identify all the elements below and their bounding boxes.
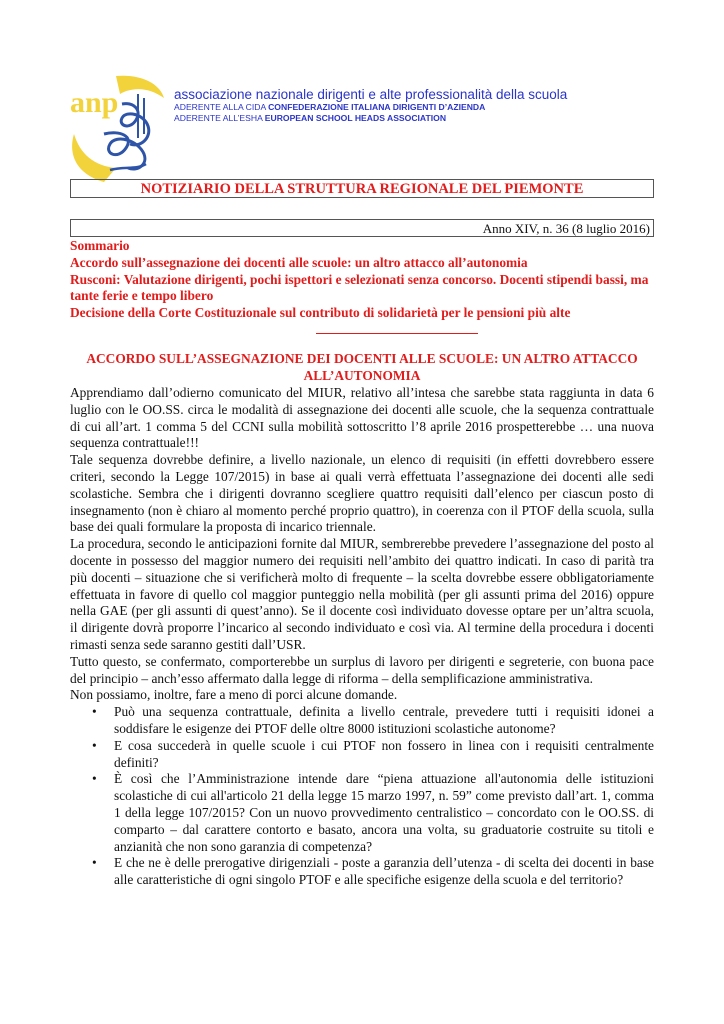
article-paragraph: Tale sequenza dovrebbe definire, a livello nazionale, un elenco di requisiti (in effetti dovrebbero essere criteri, secondo la Legge 107/2015) in base ai quali verrà effettuata l’assegnazione dei docenti alle sedi scolastiche. Sembra che i dirigenti dovranno scegliere quattro requisiti dall’elenco per ciascun posto di insegnamento (non è chiaro al momento perché proprio quattro), in coerenza con il PTOF della scuola, sulla base dei quali formulare la proposta di incarico triennale. bbox=[70, 452, 654, 535]
bullet-icon: • bbox=[92, 704, 97, 720]
article-body bbox=[70, 385, 654, 889]
article-title: ACCORDO SULL’ASSEGNAZIONE DEI DOCENTI ALLE SCUOLE: UN ALTRO ATTACCO ALL’AUTONOMIA bbox=[86, 351, 638, 383]
bullet-icon: • bbox=[92, 737, 97, 753]
article-paragraph: Tutto questo, se confermato, comporterebbe un surplus di lavoro per dirigenti e segreterie, con buona pace del principio – anch’esso affermato dalla legge di riforma – della semplificazione amministrativa. bbox=[70, 653, 654, 686]
bullet-icon: • bbox=[92, 855, 97, 871]
anp-logo bbox=[64, 74, 170, 184]
affiliation-esha: ADERENTE ALL’ESHA EUROPEAN SCHOOL HEADS ASSOCIATION bbox=[174, 113, 447, 123]
article-paragraph: La procedura, secondo le anticipazioni fornite dal MIUR, sembrerebbe prevedere l’assegnazione del posto al docente in possesso del maggior numero dei requisiti nell’ambito dei quattro indicati. In caso di parità tra più docenti – situazione che si verificherà molto di frequente – la scelta dovrebbe essere obbligatoriamente effettuata in favore di quello col maggior punteggio nella mobilità (per gli assunti prima del 2016) oppure nella GAE (per gli assunti di quest’anno). Se il docente così individuato dovesse optare per un’altra scuola, il dirigente dovrà proporre l’incarico al secondo individuato e così via. Al termine della procedura i docenti rimasti senza sede saranno gestiti dall’USR. bbox=[70, 536, 654, 652]
list-item: • È così che l’Amministrazione intende dare “piena attuazione all'autonomia delle istituzioni scolastiche di cui all'articolo 21 della legge 15 marzo 1997, n. 59” come previsto dall’art. 1, comma 1 della legge 107/2015? Con un nuovo provvedimento centralistico – concordato con le OO.SS. di comparto – dal carattere contorto e basato, ancora una volta, su graduatorie costruite su titoli e anzianità che non sono garanzia di competenza? bbox=[92, 771, 654, 854]
summary-item: Decisione della Corte Costituzionale sul contributo di solidarietà per le pensioni più alte bbox=[70, 305, 571, 321]
questions-list bbox=[70, 704, 654, 889]
list-item: • Può una sequenza contrattuale, definita a livello centrale, prevedere tutti i requisiti idonei a soddisfare le esigenze dei PTOF delle oltre 8000 istituzioni scolastiche autonome? bbox=[92, 704, 654, 736]
article-paragraph: Apprendiamo dall’odierno comunicato del MIUR, relativo all’intesa che sarebbe stata raggiunta in data 6 luglio con le OO.SS. circa le modalità di assegnazione dei docenti alle scuole, che la sequenza contrattuale di cui all’art. 1 comma 5 del CCNI sulla mobilità sottoscritto l’8 aprile 2016 prospetterebbe … una nuova sequenza contrattuale!!! bbox=[70, 385, 654, 451]
article-paragraph: Non possiamo, inoltre, fare a meno di porci alcune domande. bbox=[70, 687, 398, 703]
separator-line bbox=[316, 333, 478, 334]
issue-info: Anno XIV, n. 36 (8 luglio 2016) bbox=[70, 219, 654, 237]
list-item: • E che ne è delle prerogative dirigenziali - poste a garanzia dell’utenza - di scelta dei docenti in base alle caratteristiche di ogni singolo PTOF e alle specifiche esigenze della scuola e del territorio? bbox=[92, 855, 654, 888]
association-name: associazione nazionale dirigenti e alte professionalità della scuola bbox=[174, 87, 568, 102]
affiliation-cida: ADERENTE ALLA CIDA CONFEDERAZIONE ITALIANA DIRIGENTI D’AZIENDA bbox=[174, 102, 486, 112]
summary-item: Rusconi: Valutazione dirigenti, pochi ispettori e selezionati senza concorso. Docenti stipendi bassi, ma tante ferie e tempo libero bbox=[70, 271, 649, 304]
association-header bbox=[174, 87, 714, 124]
summary-item: Accordo sull’assegnazione dei docenti alle scuole: un altro attacco all’autonomia bbox=[70, 254, 528, 270]
list-item: • E cosa succederà in quelle scuole i cui PTOF non fossero in linea con i requisiti centralmente definiti? bbox=[92, 737, 654, 770]
newsletter-title: NOTIZIARIO DELLA STRUTTURA REGIONALE DEL PIEMONTE bbox=[70, 179, 654, 198]
summary-heading: Sommario bbox=[70, 238, 130, 253]
summary-section bbox=[70, 238, 654, 322]
svg-text:anp: anp bbox=[70, 86, 119, 119]
bullet-icon: • bbox=[92, 771, 97, 787]
